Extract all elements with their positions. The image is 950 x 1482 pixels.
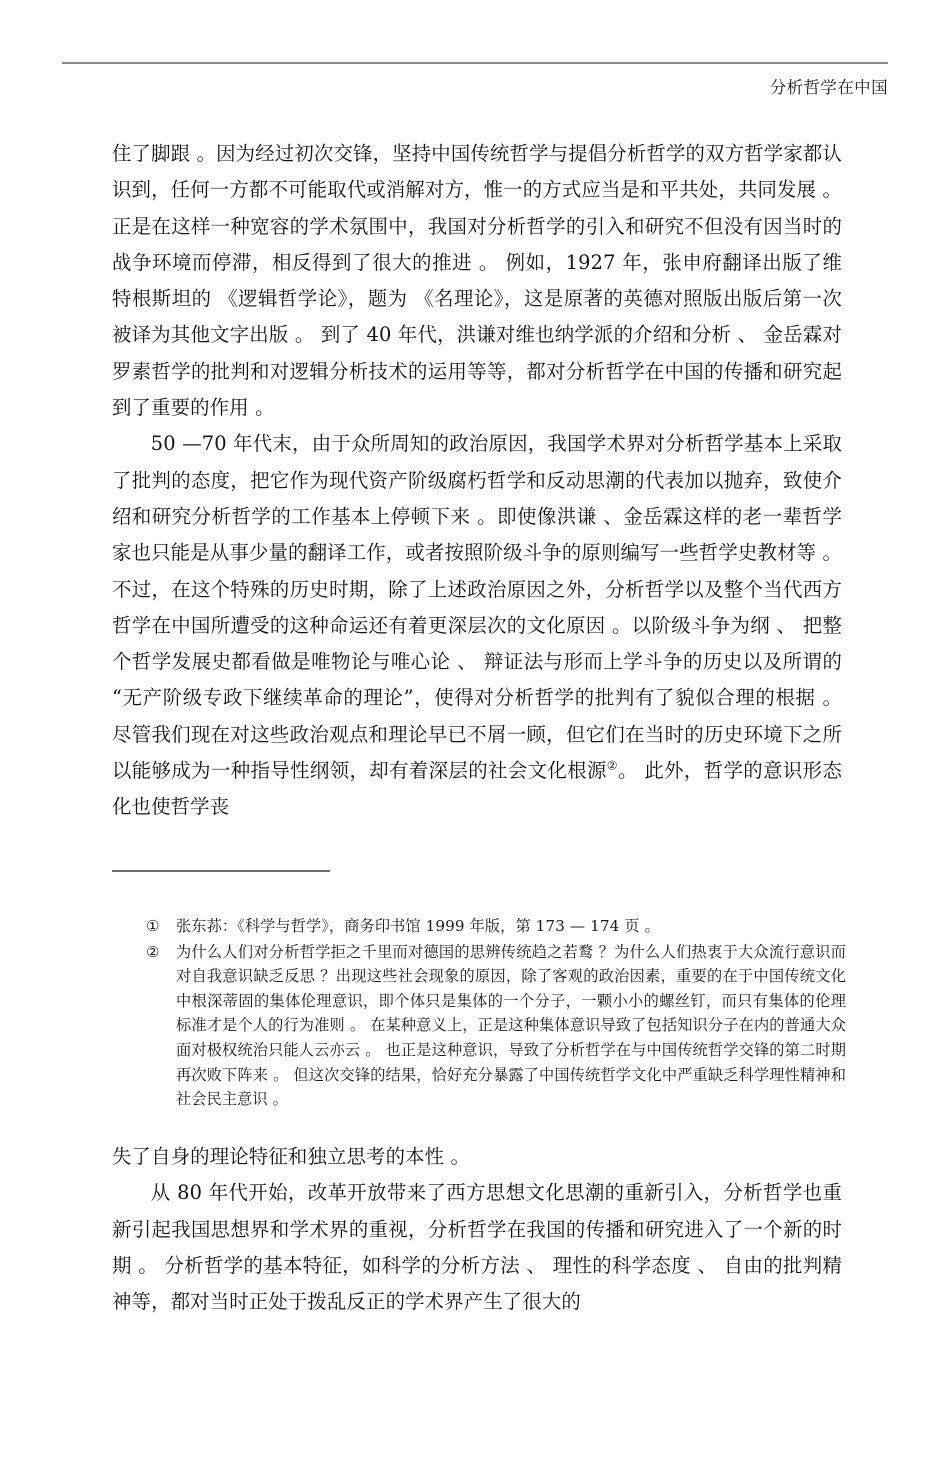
footnote-marker: ② bbox=[146, 942, 160, 961]
header-rule-divider bbox=[62, 62, 888, 64]
main-text-column-continued bbox=[112, 1139, 842, 1320]
paragraph-second-tail: 失了自身的理论特征和独立思考的本性 。 bbox=[112, 1145, 471, 1168]
footnote-text: 张东荪：《科学与哲学》，商务印书馆 1999 年版，第 173 — 174 页 。 bbox=[176, 917, 660, 935]
footnote-list bbox=[146, 914, 846, 1113]
footnote-reference-2[interactable]: ② bbox=[606, 758, 618, 773]
footnote-item bbox=[146, 940, 846, 1112]
paragraph-continued: 住了脚跟 。因为经过初次交锋，坚持中国传统哲学与提倡分析哲学的双方哲学家都认识到，任何一方都不可能取代或消解对方，惟一的方式应当是和平共处，共同发展 。 正是在这样一种宽容的学术氛围中，我国对分析哲学的引入和研究不但没有因当时的战争环境而停滞，相反得到了很大的推进 。 例如，1927 年，张申府翻译出版了维特根斯坦的 《逻辑哲学论》，题为 《名理论》，这是原著的英德对照版出版后第一次被译为其他文字出版 。 到了 40 年代，洪谦对维也纳学派的介绍和分析 、 金岳霖对罗素哲学的批判和对逻辑分析技术的运用等等，都对分析哲学在中国的传播和研究起到了重要的作用 。 bbox=[112, 142, 842, 420]
footnote-text: 为什么人们对分析哲学拒之千里而对德国的思辨传统趋之若鹜 ？为什么人们热衷于大众流行意识而对自我意识缺乏反思 ？出现这些社会现象的原因，除了客观的政治因素，重要的在于中国传统文化中根深蒂固的集体伦理意识，即个体只是集体的一个分子，一颗小小的螺丝钉，而只有集体的伦理标准才是个人的行为准则 。 在某种意义上，正是这种集体意识导致了包括知识分子在内的普通大众面对极权统治只能人云亦云 。 也正是这种意识，导致了分析哲学在与中国传统哲学交锋的第二时期再次败下阵来 。 但这次交锋的结果，恰好充分暴露了中国传统哲学文化中严重缺乏科学理性精神和社会民主意识 。 bbox=[176, 942, 846, 1109]
footnote-separator-rule bbox=[112, 870, 330, 872]
running-head-title: 分析哲学在中国 bbox=[769, 78, 888, 97]
footnote-marker: ① bbox=[146, 917, 160, 935]
main-text-column bbox=[112, 136, 842, 826]
paragraph-second-part-two: 。 此外，哲学的意识形态化也使哲学丧 bbox=[112, 759, 843, 819]
paragraph-second bbox=[112, 426, 842, 825]
paragraph-third: 从 80 年代开始，改革开放带来了西方思想文化思潮的重新引入，分析哲学也重新引起我国思想界和学术界的重视，分析哲学在我国的传播和研究进入了一个新的时期 。 分析哲学的基本特征，如科学的分析方法 、 理性的科学态度 、 自由的批判精神等，都对当时正处于拨乱反正的学术界产生了很大的 bbox=[112, 1181, 842, 1314]
paragraph-second-part-one: 50 —70 年代末，由于众所周知的政治原因，我国学术界对分析哲学基本上采取了批判的态度，把它作为现代资产阶级腐朽哲学和反动思潮的代表加以抛弃，致使介绍和研究分析哲学的工作基本上停顿下来 。即使像洪谦 、金岳霖这样的老一辈哲学家也只能是从事少量的翻译工作，或者按照阶级斗争的原则编写一些哲学史教材等 。 不过，在这个特殊的历史时期，除了上述政治原因之外，分析哲学以及整个当代西方哲学在中国所遭受的这种命运还有着更深层次的文化原因 。以阶级斗争为纲 、 把整个哲学发展史都看做是唯物论与唯心论 、 辩证法与形而上学斗争的历史以及所谓的 “无产阶级专政下继续革命的理论”，使得对分析哲学的批判有了貌似合理的根据 。 尽管我们现在对这些政治观点和理论早已不屑一顾，但它们在当时的历史环境下之所以能够成为一种指导性纲领，却有着深层的社会文化根源 bbox=[112, 432, 842, 783]
footnote-item bbox=[146, 914, 846, 939]
